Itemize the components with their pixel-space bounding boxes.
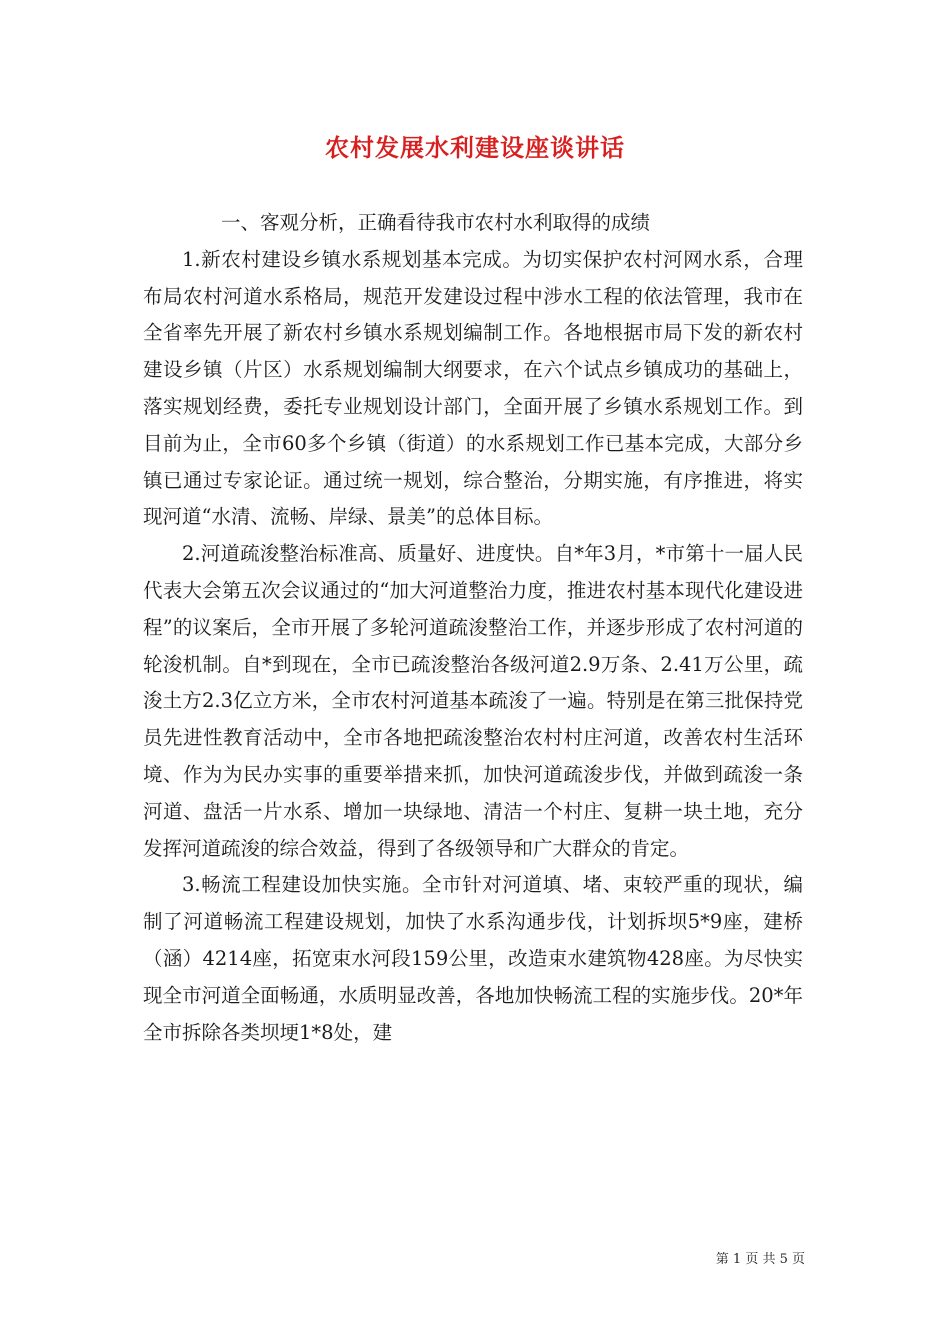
document-title: 农村发展水利建设座谈讲话 xyxy=(325,133,625,162)
paragraph-2: 2.河道疏浚整治标准高、质量好、进度快。自*年3月，*市第十一届人民代表大会第五次会议通过的“加大河道整治力度，推进农村基本现代化建设进程”的议案后，全市开展了多轮河道疏浚整治工作，并逐步形成了农村河道的轮浚机制。自*到现在，全市已疏浚整治各级河道2.9万条、2.41万公里，疏浚土方2.3亿立方米，全市农村河道基本疏浚了一遍。特别是在第三批保持党员先进性教育活动中，全市各地把疏浚整治农村村庄河道，改善农村生活环境、作为为民办实事的重要举措来抓，加快河道疏浚步伐，并做到疏浚一条河道、盘活一片水系、增加一块绿地、清洁一个村庄、复耕一块土地，充分发挥河道疏浚的综合效益，得到了各级领导和广大群众的肯定。 xyxy=(143,542,803,860)
paragraph-1: 1.新农村建设乡镇水系规划基本完成。为切实保护农村河网水系，合理布局农村河道水系格局，规范开发建设过程中涉水工程的依法管理，我市在全省率先开展了新农村乡镇水系规划编制工作。各地根据市局下发的新农村建设乡镇（片区）水系规划编制大纲要求，在六个试点乡镇成功的基础上，落实规划经费，委托专业规划设计部门，全面开展了乡镇水系规划工作。到目前为止，全市60多个乡镇（街道）的水系规划工作已基本完成，大部分乡镇已通过专家论证。通过统一规划，综合整治，分期实施，有序推进，将实现河道“水清、流畅、岸绿、景美”的总体目标。 xyxy=(143,247,803,529)
section-heading: 一、客观分析，正确看待我市农村水利取得的成绩 xyxy=(221,211,651,234)
document-body xyxy=(143,205,803,1051)
paragraph-3: 3.畅流工程建设加快实施。全市针对河道填、堵、束较严重的现状，编制了河道畅流工程建设规划，加快了水系沟通步伐，计划拆坝5*9座，建桥（涵）4214座，拓宽束水河段159公里，改造束水建筑物428座。为尽快实现全市河道全面畅通，水质明显改善，各地加快畅流工程的实施步伐。20*年全市拆除各类坝埂1*8处，建 xyxy=(143,873,803,1044)
page-number-footer: 第 1 页 共 5 页 xyxy=(715,1252,805,1267)
